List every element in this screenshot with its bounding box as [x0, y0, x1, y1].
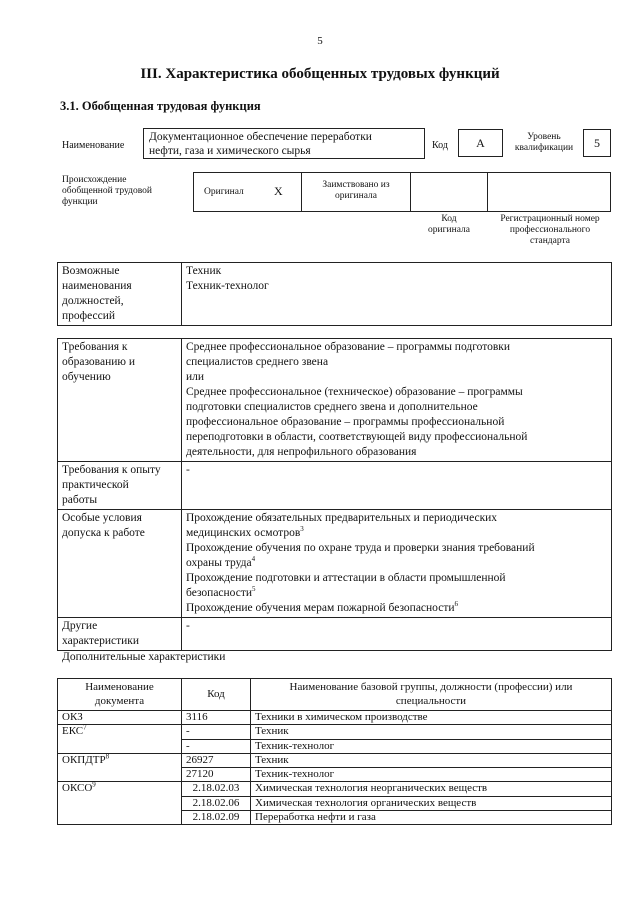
- row-code: 27120: [182, 768, 251, 782]
- positions-label: [58, 263, 182, 326]
- special-label-line1: Особые условия: [62, 512, 142, 524]
- borrowed-label-line1: Заимствовано из: [322, 180, 390, 190]
- original-label: Оригинал: [204, 187, 244, 197]
- code-caption: [410, 214, 488, 236]
- doc-okso-text: ОКСО: [62, 782, 93, 795]
- code-box: [458, 129, 503, 157]
- level-label-line1: Уровень: [527, 132, 561, 142]
- education-line: деятельности, для непрофильного образования: [186, 446, 417, 458]
- other-label-line2: характеристики: [62, 635, 140, 647]
- other-value: -: [182, 618, 612, 651]
- origin-label-line1: Происхождение: [62, 175, 127, 185]
- table-row: [58, 725, 612, 739]
- doc-okso: [58, 782, 182, 825]
- origin-label-line3: функции: [62, 197, 98, 207]
- experience-label-line1: Требования к опыту: [62, 464, 161, 476]
- special-text: охраны труда: [186, 557, 252, 569]
- row-code: -: [182, 725, 251, 739]
- other-label: [58, 618, 182, 651]
- special-text: Прохождение обучения мерам пожарной безопасности: [186, 602, 455, 614]
- original-code-cell: [410, 172, 488, 212]
- borrowed-label-line2: оригинала: [335, 191, 377, 201]
- header-code: Код: [182, 679, 251, 711]
- education-label-line2: образованию и: [62, 356, 135, 368]
- function-name-line1: Документационное обеспечение переработки: [149, 131, 372, 143]
- positions-value-line2: Техник-технолог: [186, 280, 269, 292]
- origin-label: [62, 175, 152, 208]
- special-text: безопасности: [186, 587, 253, 599]
- subsection-title: 3.1. Обобщенная трудовая функция: [60, 99, 261, 113]
- positions-table: [57, 262, 612, 326]
- special-line: Прохождение обязательных предварительных и периодических: [186, 512, 498, 524]
- positions-value: [182, 263, 612, 326]
- doc-okpdtr: [58, 753, 182, 782]
- row-code: 2.18.02.03: [182, 782, 251, 796]
- level-label-line2: квалификации: [514, 143, 574, 153]
- table-row: [58, 753, 612, 767]
- footnote-ref: 9: [92, 780, 96, 789]
- row-name: Химическая технология органических веществ: [251, 796, 612, 810]
- section-title: III. Характеристика обобщенных трудовых функций: [140, 66, 500, 82]
- positions-value-line1: Техник: [186, 265, 222, 277]
- additional-table: [57, 678, 612, 825]
- table-row: [58, 711, 612, 725]
- row-name: Техник-технолог: [251, 739, 612, 753]
- education-line: подготовки специалистов среднего звена и дополнительное: [186, 401, 478, 413]
- borrowed-label: [302, 180, 410, 202]
- reg-caption-line1: Регистрационный номер: [500, 214, 600, 224]
- reg-caption: [480, 214, 620, 247]
- special-conditions-label: [58, 510, 182, 618]
- other-label-line1: Другие: [62, 620, 98, 632]
- experience-value: -: [182, 462, 612, 510]
- experience-label: [58, 462, 182, 510]
- row-name: Техники в химическом производстве: [251, 711, 612, 725]
- doc-okz: ОКЗ: [58, 711, 182, 725]
- row-code: -: [182, 739, 251, 753]
- page-number: 5: [317, 35, 323, 47]
- origin-label-line2: обобщенной трудовой: [62, 186, 152, 196]
- footnote-ref: 3: [300, 525, 304, 534]
- doc-okpdtr-text: ОКПДТР: [62, 753, 106, 766]
- education-value: [182, 339, 612, 462]
- code-value: А: [476, 136, 485, 150]
- row-code: 3116: [182, 711, 251, 725]
- experience-label-line3: работы: [62, 494, 98, 506]
- header-doc-line2: документа: [94, 694, 145, 707]
- education-label-line1: Требования к: [62, 341, 128, 353]
- education-line: Среднее профессиональное (техническое) образование – программы: [186, 386, 523, 398]
- special-line: Прохождение подготовки и аттестации в области промышленной: [186, 572, 506, 584]
- requirements-table: [57, 338, 612, 651]
- special-label-line2: допуска к работе: [62, 527, 145, 539]
- doc-eks-text: ЕКС: [62, 725, 84, 738]
- special-line: [186, 601, 607, 616]
- row-name: Переработка нефти и газа: [251, 811, 612, 825]
- header-name-line2: специальности: [395, 694, 467, 707]
- footnote-ref: 7: [83, 723, 87, 732]
- header-document: [58, 679, 182, 711]
- footnote-ref: 8: [105, 752, 110, 761]
- row-code: 2.18.02.09: [182, 811, 251, 825]
- reg-caption-line3: стандарта: [530, 236, 570, 246]
- original-mark: X: [274, 184, 283, 198]
- function-name-box: [143, 128, 425, 159]
- footnote-ref: 5: [252, 585, 256, 594]
- education-line: профессиональное образование – программы профессиональной: [186, 416, 505, 428]
- experience-label-line2: практической: [62, 479, 129, 491]
- level-value: 5: [594, 136, 600, 150]
- doc-eks: [58, 725, 182, 754]
- level-box: [583, 129, 611, 157]
- function-name-line2: нефти, газа и химического сырья: [149, 145, 311, 157]
- row-name: Техник: [251, 725, 612, 739]
- special-conditions-value: [182, 510, 612, 618]
- positions-label-line1: Возможные: [62, 265, 120, 277]
- education-label: [58, 339, 182, 462]
- borrowed-cell: [301, 172, 411, 212]
- positions-label-line2: наименования: [62, 280, 132, 292]
- row-name: Техник: [251, 753, 612, 767]
- code-label: Код: [432, 140, 448, 151]
- header-name: [251, 679, 612, 711]
- positions-label-line4: профессий: [62, 310, 116, 322]
- function-name-label: Наименование: [62, 140, 125, 151]
- positions-label-line3: должностей,: [62, 295, 124, 307]
- education-label-line3: обучению: [62, 371, 111, 383]
- education-line: Среднее профессиональное образование – программы подготовки: [186, 341, 511, 353]
- reg-caption-line2: профессионального: [509, 225, 591, 235]
- footnote-ref: 6: [454, 600, 459, 609]
- special-line: [186, 556, 607, 571]
- special-line: [186, 526, 607, 541]
- header-name-line1: Наименование базовой группы, должности (профессии) или: [289, 681, 573, 694]
- additional-title: Дополнительные характеристики: [62, 651, 226, 663]
- row-name: Химическая технология неорганических веществ: [251, 782, 612, 796]
- special-line: Прохождение обучения по охране труда и проверки знания требований: [186, 542, 535, 554]
- row-name: Техник-технолог: [251, 768, 612, 782]
- code-caption-line2: оригинала: [428, 225, 470, 235]
- level-label: [509, 132, 579, 154]
- special-line: [186, 586, 607, 601]
- row-code: 2.18.02.06: [182, 796, 251, 810]
- header-doc-line1: Наименование: [85, 681, 154, 694]
- code-caption-line1: Код: [441, 214, 457, 224]
- footnote-ref: 4: [251, 555, 256, 564]
- row-code: 26927: [182, 753, 251, 767]
- education-line: специалистов среднего звена: [186, 356, 329, 368]
- original-cell: [193, 172, 302, 212]
- education-line: переподготовки в области, соответствующей виду профессиональной: [186, 431, 528, 443]
- table-row: [58, 782, 612, 796]
- reg-number-cell: [487, 172, 611, 212]
- education-line: или: [186, 371, 205, 383]
- special-text: медицинских осмотров: [186, 527, 301, 539]
